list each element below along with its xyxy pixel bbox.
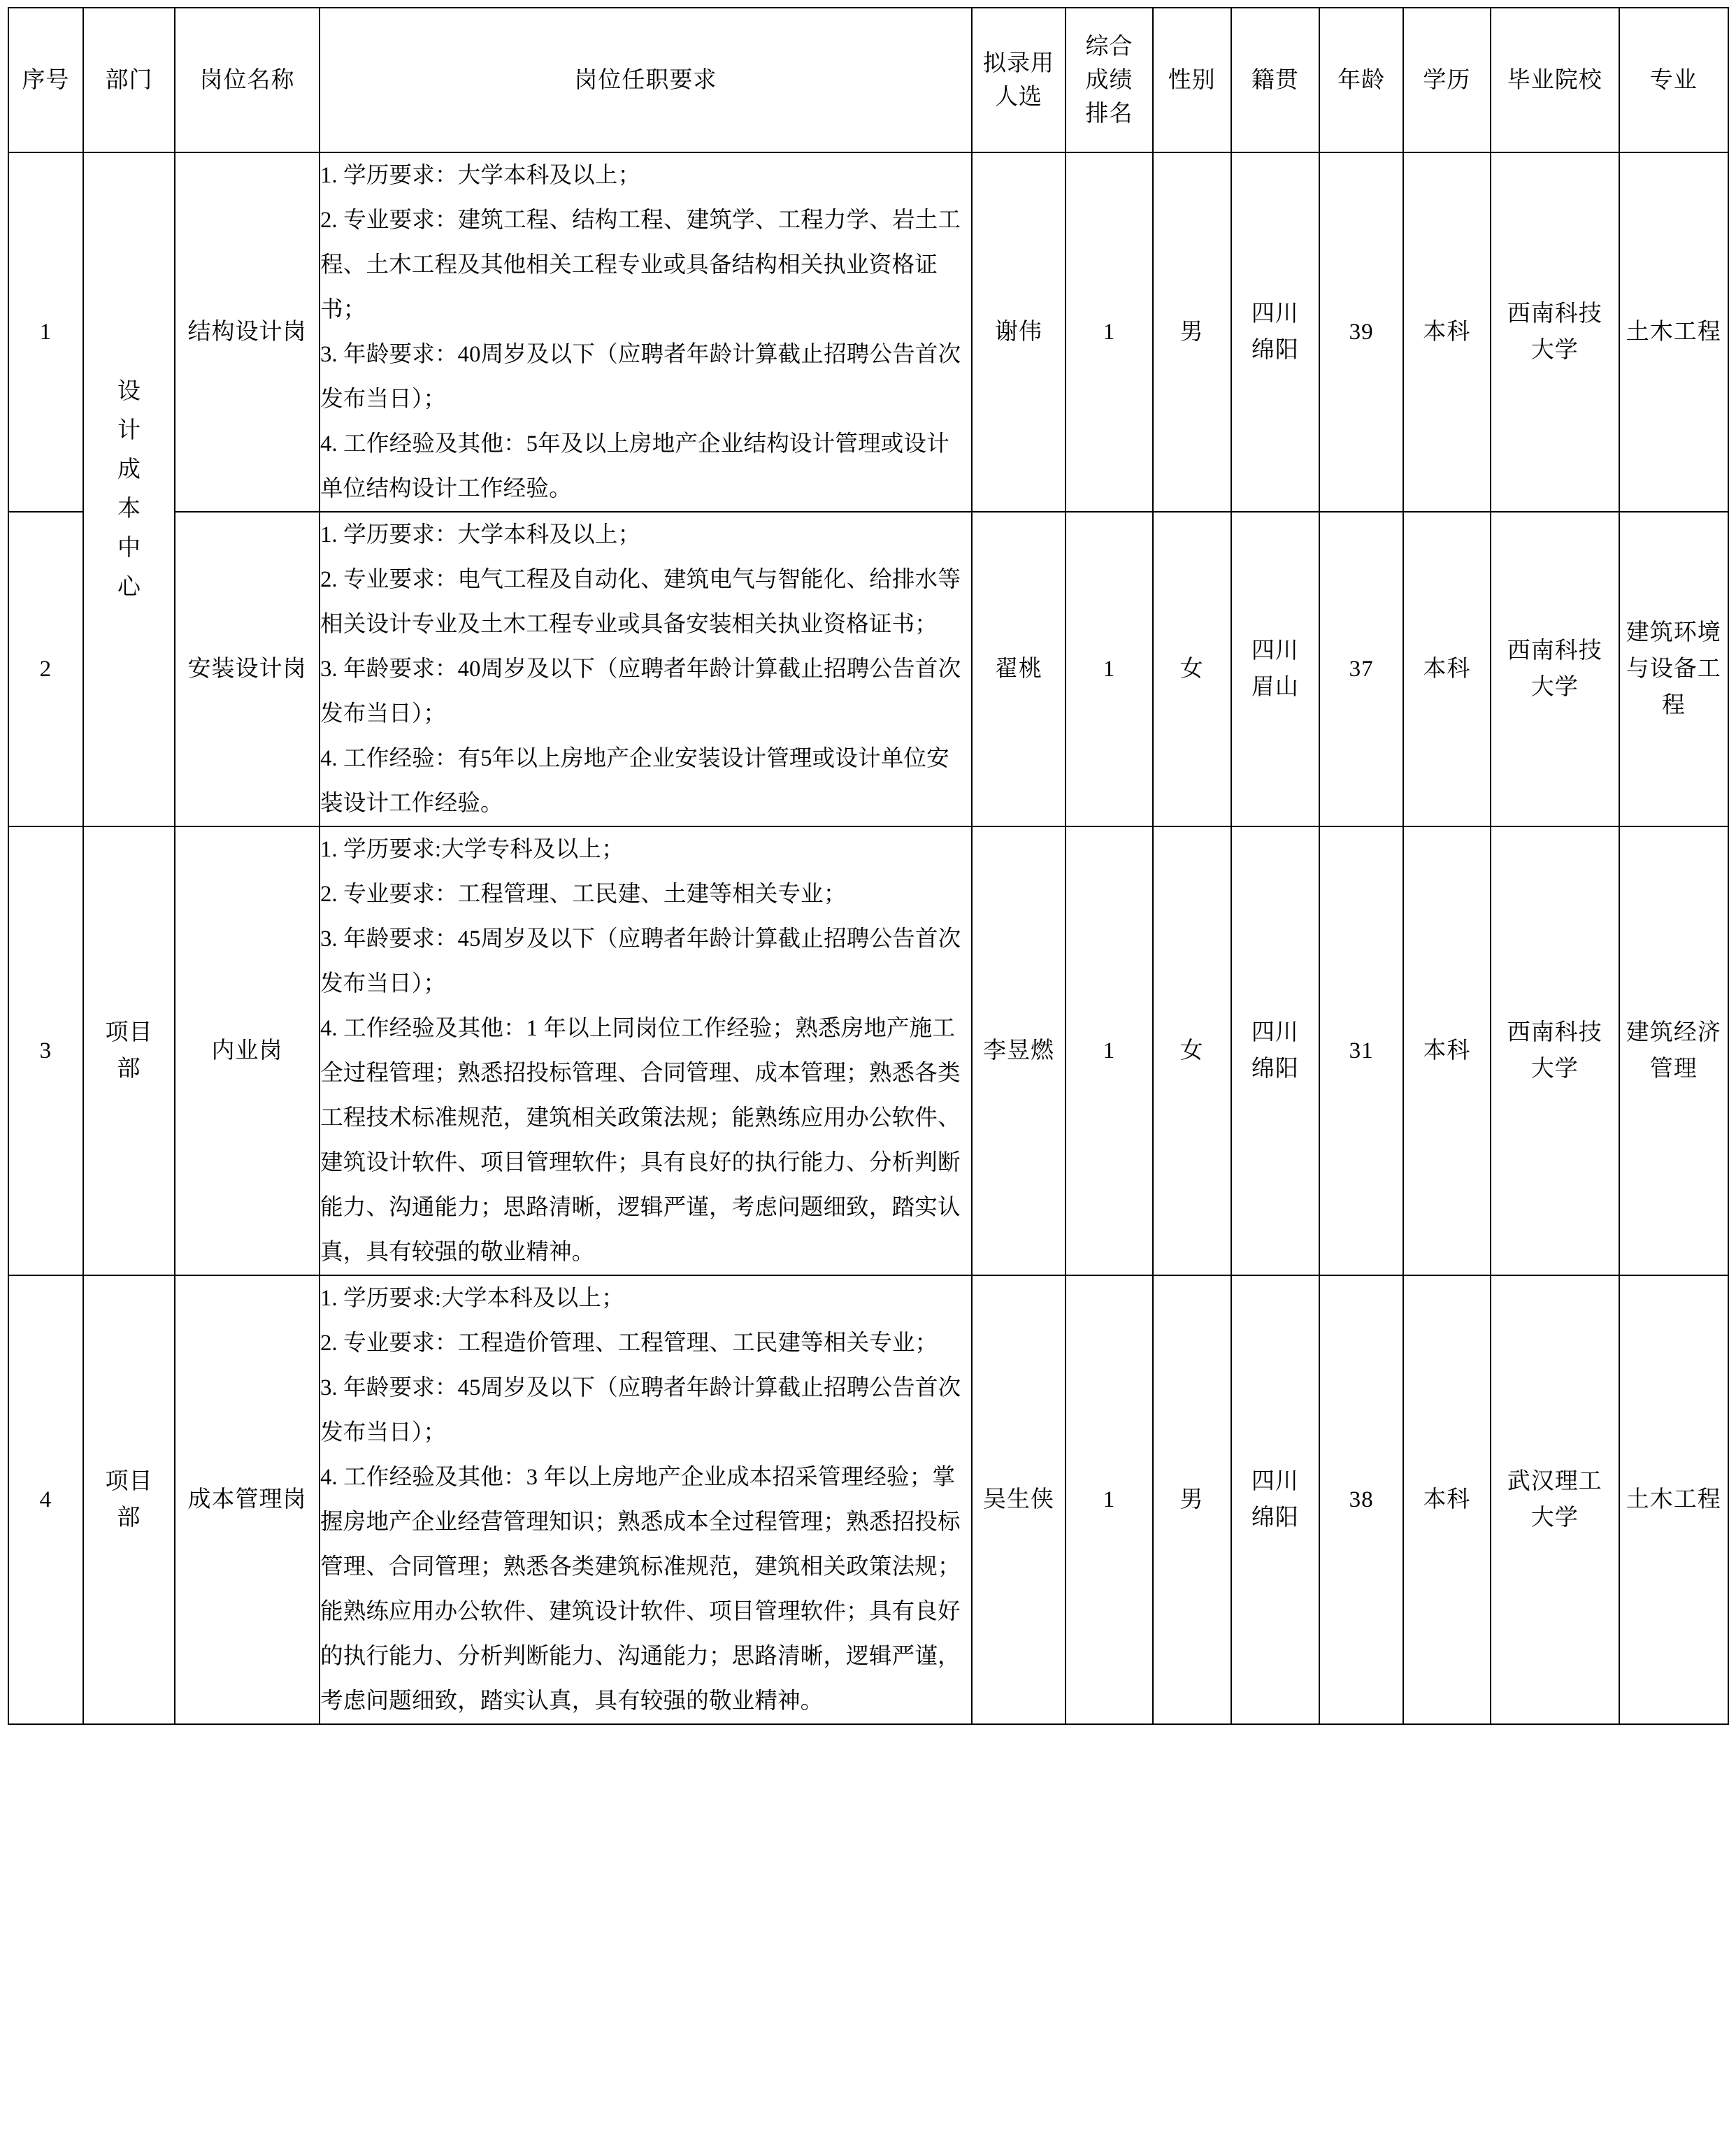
col-education-header: 学历	[1403, 8, 1490, 152]
dept-char: 本	[117, 496, 141, 522]
row-education: 本科	[1403, 1275, 1490, 1724]
col-post-name-header: 岗位名称	[175, 8, 320, 152]
school-line: 大学	[1530, 338, 1579, 363]
dept-char: 中	[117, 536, 141, 561]
school-lines	[1491, 1015, 1619, 1087]
major-lines	[1620, 314, 1728, 350]
dept-char: 成	[117, 457, 141, 482]
col-post-requirements-header: 岗位任职要求	[320, 8, 972, 152]
row-education: 本科	[1403, 826, 1490, 1275]
requirement-item: 4. 工作经验及其他：1 年以上同岗位工作经验；熟悉房地产施工全过程管理；熟悉招投标管理、合同管理、成本管理；熟悉各类工程技术标准规范，建筑相关政策法规；能熟练应用办公软件、建筑设计软件、项目管理软件；具有良好的执行能力、分析判断能力、沟通能力；思路清晰，逻辑严谨，考虑问题细致，踏实认真，具有较强的敬业精神。	[320, 1016, 961, 1265]
rank-header-line-2: 成绩	[1085, 67, 1133, 93]
department-line: 部	[117, 1056, 141, 1082]
row-candidate: 李昱燃	[972, 826, 1066, 1275]
row-post-name: 结构设计岗	[175, 152, 320, 512]
department-vertical-label	[84, 372, 174, 607]
row-no: 2	[8, 512, 84, 826]
row-age: 38	[1319, 1275, 1403, 1724]
requirement-item: 2. 专业要求：电气工程及自动化、建筑电气与智能化、给排水等相关设计专业及土木工程专业或具备安装相关执业资格证书；	[320, 567, 961, 637]
row-requirements	[320, 826, 972, 1275]
major-lines	[1620, 1015, 1728, 1087]
requirement-item: 1. 学历要求:大学专科及以上；	[320, 837, 624, 862]
dept-char: 设	[117, 379, 141, 404]
major-line: 建筑环境	[1626, 620, 1721, 645]
row-major	[1619, 826, 1728, 1275]
row-major	[1619, 512, 1728, 826]
row-school	[1491, 826, 1619, 1275]
row-school	[1491, 512, 1619, 826]
rank-header-line-3: 排名	[1085, 101, 1133, 127]
row-department	[83, 1275, 175, 1724]
requirement-item: 2. 专业要求：建筑工程、结构工程、建筑学、工程力学、岩土工程、土木工程及其他相关工程专业或具备结构相关执业资格证书；	[320, 208, 961, 322]
origin-line: 四川	[1251, 301, 1299, 327]
requirement-item: 3. 年龄要求：40周岁及以下（应聘者年龄计算截止招聘公告首次发布当日）；	[320, 657, 961, 726]
row-major	[1619, 1275, 1728, 1724]
row-origin	[1231, 826, 1319, 1275]
requirement-item: 2. 专业要求：工程造价管理、工程管理、工民建等相关专业；	[320, 1331, 938, 1356]
major-line: 程	[1661, 693, 1686, 718]
major-line: 土木工程	[1626, 1487, 1721, 1512]
requirement-item: 1. 学历要求:大学本科及以上；	[320, 1286, 624, 1311]
row-candidate: 吴生侠	[972, 1275, 1066, 1724]
origin-line: 眉山	[1251, 675, 1299, 700]
department-line: 部	[117, 1505, 141, 1531]
school-lines	[1491, 296, 1619, 368]
row-no: 3	[8, 826, 84, 1275]
row-rank: 1	[1066, 152, 1152, 512]
department-merged-cell	[83, 152, 175, 826]
row-post-name: 内业岗	[175, 826, 320, 1275]
requirement-item: 3. 年龄要求：45周岁及以下（应聘者年龄计算截止招聘公告首次发布当日）；	[320, 926, 961, 996]
school-lines	[1491, 633, 1619, 705]
row-requirements	[320, 152, 972, 512]
row-requirements	[320, 512, 972, 826]
origin-line: 四川	[1251, 638, 1299, 664]
requirement-item: 3. 年龄要求：40周岁及以下（应聘者年龄计算截止招聘公告首次发布当日）；	[320, 342, 961, 412]
origin-lines	[1232, 1463, 1319, 1536]
school-line: 西南科技	[1507, 638, 1602, 664]
origin-line: 四川	[1251, 1020, 1299, 1045]
table-row	[8, 152, 1728, 512]
dept-char: 计	[117, 418, 141, 443]
candidate-header-line-1: 拟录用	[983, 50, 1054, 76]
table-row	[8, 826, 1728, 1275]
col-no-header: 序号	[8, 8, 84, 152]
col-age-header: 年龄	[1319, 8, 1403, 152]
row-gender: 女	[1153, 826, 1231, 1275]
row-major	[1619, 152, 1728, 512]
row-origin	[1231, 152, 1319, 512]
school-line: 西南科技	[1507, 1020, 1602, 1045]
school-line: 大学	[1530, 675, 1579, 700]
requirement-item: 1. 学历要求：大学本科及以上；	[320, 522, 641, 547]
col-origin-header: 籍贯	[1231, 8, 1319, 152]
row-rank: 1	[1066, 1275, 1152, 1724]
col-gender-header: 性别	[1153, 8, 1231, 152]
major-line: 建筑经济	[1626, 1020, 1721, 1045]
origin-lines	[1232, 296, 1319, 368]
row-school	[1491, 152, 1619, 512]
department-lines	[84, 1015, 174, 1087]
requirement-item: 4. 工作经验：有5年以上房地产企业安装设计管理或设计单位安装设计工作经验。	[320, 746, 949, 816]
origin-lines	[1232, 1015, 1319, 1087]
row-age: 31	[1319, 826, 1403, 1275]
row-education: 本科	[1403, 152, 1490, 512]
recruitment-table	[8, 7, 1729, 1725]
row-school	[1491, 1275, 1619, 1724]
col-department-header: 部门	[83, 8, 175, 152]
origin-line: 绵阳	[1251, 1505, 1299, 1531]
row-no: 4	[8, 1275, 84, 1724]
row-rank: 1	[1066, 512, 1152, 826]
school-line: 西南科技	[1507, 301, 1602, 327]
row-department	[83, 826, 175, 1275]
row-candidate: 翟桃	[972, 512, 1066, 826]
department-lines	[84, 1463, 174, 1536]
row-gender: 女	[1153, 512, 1231, 826]
row-candidate: 谢伟	[972, 152, 1066, 512]
col-score-rank-header	[1066, 8, 1152, 152]
requirement-item: 4. 工作经验及其他：5年及以上房地产企业结构设计管理或设计单位结构设计工作经验。	[320, 431, 949, 501]
school-line: 武汉理工	[1507, 1469, 1602, 1494]
requirement-item: 1. 学历要求：大学本科及以上；	[320, 163, 641, 188]
department-line: 项目	[105, 1020, 153, 1045]
row-rank: 1	[1066, 826, 1152, 1275]
row-gender: 男	[1153, 1275, 1231, 1724]
row-age: 39	[1319, 152, 1403, 512]
requirement-item: 3. 年龄要求：45周岁及以下（应聘者年龄计算截止招聘公告首次发布当日）；	[320, 1375, 961, 1445]
col-major-header: 专业	[1619, 8, 1728, 152]
row-requirements	[320, 1275, 972, 1724]
candidate-header-line-2: 人选	[995, 84, 1042, 110]
row-post-name: 安装设计岗	[175, 512, 320, 826]
origin-line: 绵阳	[1251, 1056, 1299, 1082]
origin-lines	[1232, 633, 1319, 705]
major-line: 土木工程	[1626, 320, 1721, 345]
rank-header-line-1: 综合	[1085, 34, 1133, 59]
origin-line: 四川	[1251, 1469, 1299, 1494]
col-candidate-header	[972, 8, 1066, 152]
row-gender: 男	[1153, 152, 1231, 512]
requirement-item: 2. 专业要求：工程管理、工民建、土建等相关专业；	[320, 882, 847, 907]
dept-char: 心	[117, 575, 141, 600]
row-age: 37	[1319, 512, 1403, 826]
requirement-item: 4. 工作经验及其他：3 年以上房地产企业成本招采管理经验；掌握房地产企业经营管理知识；熟悉成本全过程管理；熟悉招投标管理、合同管理；熟悉各类建筑标准规范，建筑相关政策法规；能熟练应用办公软件、建筑设计软件、项目管理软件；具有良好的执行能力、分析判断能力、沟通能力；思路清晰，逻辑严谨，考虑问题细致，踏实认真，具有较强的敬业精神。	[320, 1465, 961, 1714]
table-row	[8, 1275, 1728, 1724]
table-header	[8, 8, 1728, 152]
table-body	[8, 152, 1728, 1724]
major-lines	[1620, 1482, 1728, 1518]
department-line: 项目	[105, 1469, 153, 1494]
major-line: 管理	[1649, 1056, 1698, 1082]
row-education: 本科	[1403, 512, 1490, 826]
origin-line: 绵阳	[1251, 338, 1299, 363]
col-school-header: 毕业院校	[1491, 8, 1619, 152]
row-post-name: 成本管理岗	[175, 1275, 320, 1724]
row-origin	[1231, 1275, 1319, 1724]
school-line: 大学	[1530, 1505, 1579, 1531]
major-lines	[1620, 615, 1728, 724]
major-line: 与设备工	[1626, 657, 1721, 682]
table-row	[8, 512, 1728, 826]
school-line: 大学	[1530, 1056, 1579, 1082]
header-row	[8, 8, 1728, 152]
row-origin	[1231, 512, 1319, 826]
school-lines	[1491, 1463, 1619, 1536]
row-no: 1	[8, 152, 84, 512]
